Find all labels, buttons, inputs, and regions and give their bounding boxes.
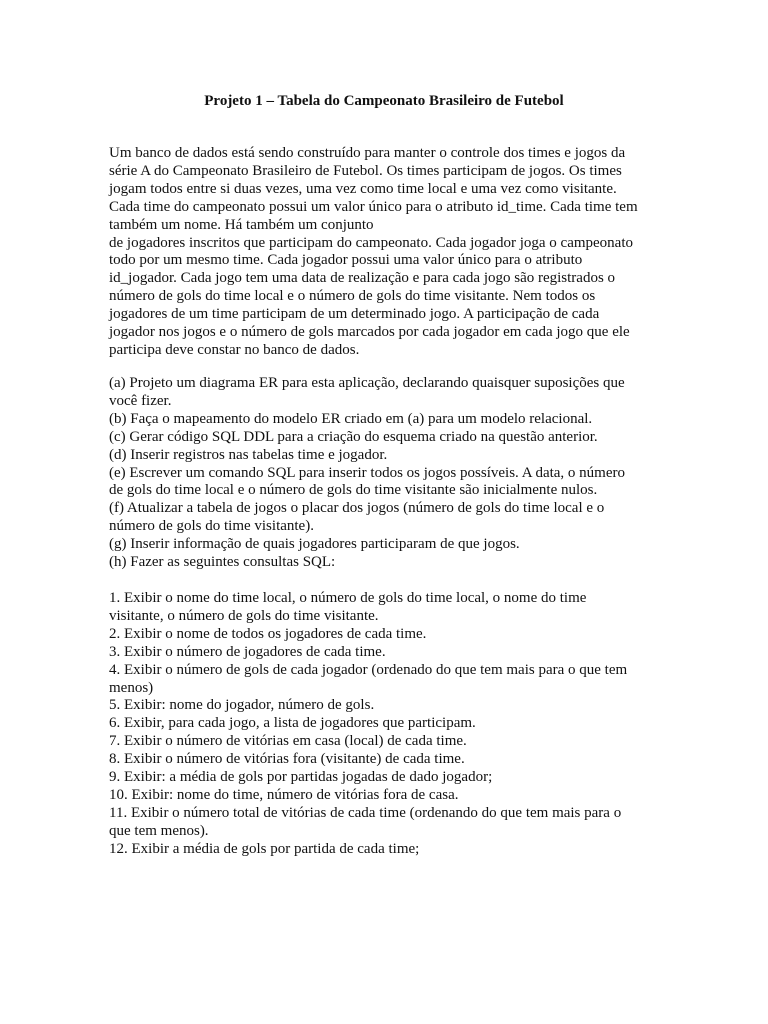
task-line: (b) Faça o mapeamento do modelo ER criado em (a) para um modelo relacional. [109,410,593,427]
query-line: 2. Exibir o nome de todos os jogadores de cada time. [109,625,427,642]
query-line: 4. Exibir o número de gols de cada jogador (ordenado do que tem mais para o que tem [109,661,628,678]
intro-line: Um banco de dados está sendo construído para manter o controle dos times e jogos da [109,145,626,161]
task-line: você fizer. [109,392,172,409]
query-line: 8. Exibir o número de vitórias fora (visitante) de cada time. [109,751,465,768]
intro-line: Cada time do campeonato possui um valor único para o atributo id_time. Cada time tem [109,198,638,215]
query-line: 9. Exibir: a média de gols por partidas jogadas de dado jogador; [109,769,493,786]
task-line: (a) Projeto um diagrama ER para esta aplicação, declarando quaisquer suposições que [109,375,625,391]
task-line: (h) Fazer as seguintes consultas SQL: [109,554,336,571]
intro-paragraph [109,145,669,360]
query-line: 10. Exibir: nome do time, número de vitórias fora de casa. [109,786,459,803]
query-line: 5. Exibir: nome do jogador, número de gols. [109,697,375,714]
task-line: de gols do time local e o número de gols do time visitante são inicialmente nulos. [109,482,598,499]
intro-line: participa deve constar no banco de dados. [109,341,360,358]
task-line: (c) Gerar código SQL DDL para a criação do esquema criado na questão anterior. [109,428,598,445]
query-line: menos) [109,679,154,696]
task-list [109,375,669,572]
query-line: 11. Exibir o número total de vitórias de cada time (ordenando do que tem mais para o [109,804,622,821]
intro-line: jogador nos jogos e o número de gols marcados por cada jogador em cada jogo que ele [109,324,630,341]
task-line: número de gols do time visitante). [109,518,314,535]
query-line: 6. Exibir, para cada jogo, a lista de jogadores que participam. [109,715,476,732]
intro-line: série A do Campeonato Brasileiro de Futebol. Os times participam de jogos. Os times [109,162,622,179]
task-line: (e) Escrever um comando SQL para inserir todos os jogos possíveis. A data, o número [109,464,626,481]
query-list [109,590,669,859]
query-line: visitante, o número de gols do time visitante. [109,607,379,624]
query-line: que tem menos). [109,822,209,839]
query-line: 7. Exibir o número de vitórias em casa (local) de cada time. [109,733,467,750]
intro-line: jogadores de um time participam de um determinado jogo. A participação de cada [109,306,600,323]
intro-line: id_jogador. Cada jogo tem uma data de realização e para cada jogo são registrados o [109,270,616,287]
task-line: (f) Atualizar a tabela de jogos o placar dos jogos (número de gols do time local e o [109,500,605,517]
intro-line: de jogadores inscritos que participam do campeonato. Cada jogador joga o campeonato [109,234,633,251]
intro-line: número de gols do time local e o número de gols do time visitante. Nem todos os [109,288,596,305]
task-line: (g) Inserir informação de quais jogadores participaram de que jogos. [109,536,520,553]
query-line: 1. Exibir o nome do time local, o número de gols do time local, o nome do time [109,590,587,606]
intro-line: jogam todos entre si duas vezes, uma vez como time local e uma vez como visitante. [109,180,617,197]
query-line: 12. Exibir a média de gols por partida de cada time; [109,840,420,857]
intro-line: todo por um mesmo time. Cada jogador possui uma valor único para o atributo [109,252,583,269]
task-line: (d) Inserir registros nas tabelas time e jogador. [109,446,388,463]
document-title: Projeto 1 – Tabela do Campeonato Brasileiro de Futebol [204,93,564,109]
intro-line: também um nome. Há também um conjunto [109,216,374,233]
query-line: 3. Exibir o número de jogadores de cada time. [109,643,386,660]
